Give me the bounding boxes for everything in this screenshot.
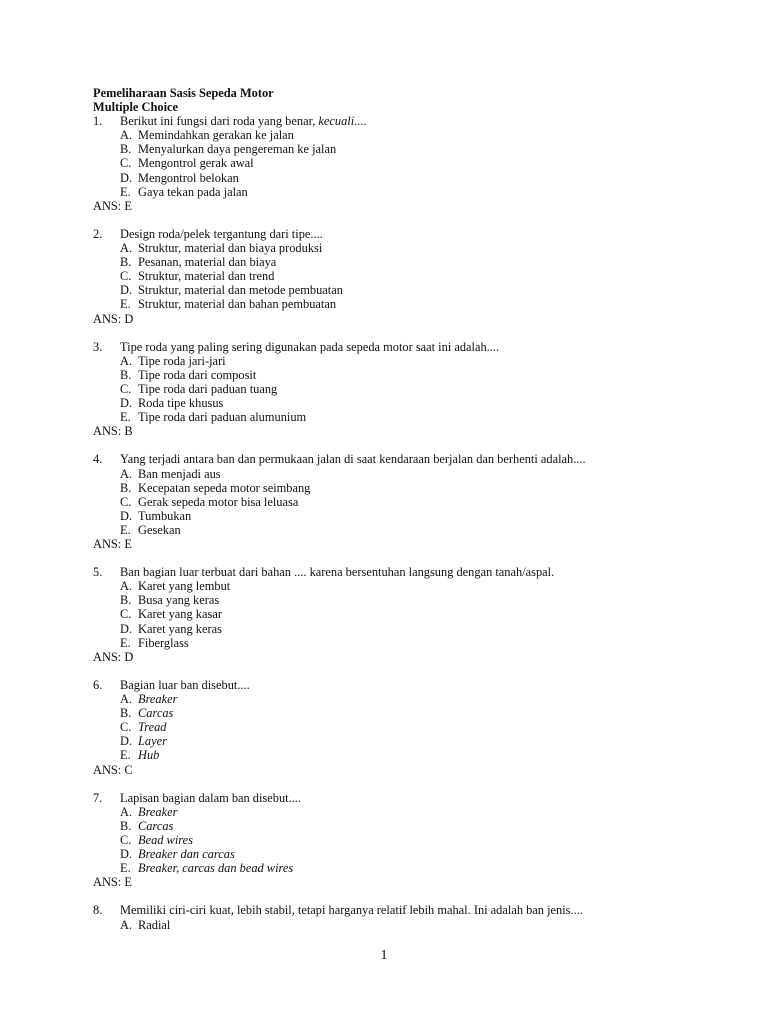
document-content: [93, 86, 693, 932]
option-text: Pesanan, material dan biaya: [138, 255, 277, 270]
option-label: D.: [120, 170, 133, 185]
option-text: Kecepatan sepeda motor seimbang: [138, 480, 311, 495]
answer-option: [93, 495, 693, 509]
answer-option: [93, 607, 693, 621]
option-label: A.: [120, 466, 133, 481]
page-number: 1: [380, 948, 388, 963]
answer-option: [93, 692, 693, 706]
option-text: Tipe roda dari composit: [138, 367, 257, 382]
question-4: [93, 452, 693, 466]
spacer: [93, 213, 693, 227]
option-text: Breaker: [138, 804, 178, 819]
option-text: Busa yang keras: [138, 593, 220, 608]
option-text: Mengontrol gerak awal: [138, 156, 254, 171]
spacer: [93, 889, 693, 903]
question-text: Bagian luar ban disebut....: [120, 677, 250, 692]
spacer: [93, 664, 693, 678]
option-label: D.: [120, 396, 133, 411]
option-text: Struktur, material dan bahan pembuatan: [138, 297, 337, 312]
option-label: E.: [120, 410, 131, 425]
answer-option: [93, 368, 693, 382]
answer-option: [93, 579, 693, 593]
question-text: Ban bagian luar terbuat dari bahan .... karena bersentuhan langsung dengan tanah/aspal.: [120, 565, 555, 580]
option-text: Roda tipe khusus: [138, 396, 224, 411]
answer-option: [93, 636, 693, 650]
answer-key: ANS: D: [93, 649, 134, 664]
answer-key: ANS: E: [93, 537, 132, 551]
option-label: E.: [120, 748, 131, 763]
answer-option: [93, 706, 693, 720]
option-label: B.: [120, 706, 132, 721]
option-text: Struktur, material dan biaya produksi: [138, 241, 323, 256]
question-text: Memiliki ciri-ciri kuat, lebih stabil, tetapi harganya relatif lebih mahal. Ini adalah ban jenis....: [120, 903, 583, 918]
option-label: E.: [120, 522, 131, 537]
question-5: [93, 565, 693, 579]
option-text: Karet yang keras: [138, 621, 222, 636]
answer-option: [93, 593, 693, 607]
answer-option: [93, 833, 693, 847]
option-text: Breaker, carcas dan bead wires: [138, 861, 294, 876]
option-label: A.: [120, 804, 133, 819]
option-label: E.: [120, 861, 131, 876]
answer-option: [93, 269, 693, 283]
question-number: 3.: [93, 339, 103, 354]
question-text: Berikut ini fungsi dari roda yang benar,: [120, 114, 319, 129]
answer-option: [93, 283, 693, 297]
answer-key: ANS: B: [93, 424, 133, 439]
question-text: Tipe roda yang paling sering digunakan pada sepeda motor saat ini adalah....: [120, 339, 500, 354]
question-1: [93, 114, 693, 128]
question-text-tail: ....: [354, 114, 367, 129]
option-label: B.: [120, 367, 132, 382]
option-text: Struktur, material dan trend: [138, 269, 275, 284]
option-text: Carcas: [138, 706, 174, 721]
answer-option: [93, 509, 693, 523]
option-text: Tumbukan: [138, 508, 192, 523]
answer-option: [93, 734, 693, 748]
spacer: [93, 438, 693, 452]
question-text: Design roda/pelek tergantung dari tipe....: [120, 226, 323, 241]
option-label: D.: [120, 283, 133, 298]
option-text: Gesekan: [138, 522, 181, 537]
spacer: [93, 777, 693, 791]
answer-option: [93, 171, 693, 185]
question-text: Yang terjadi antara ban dan permukaan jalan di saat kendaraan berjalan dan berhenti adalah....: [120, 452, 586, 467]
option-label: A.: [120, 353, 133, 368]
question-number: 1.: [93, 114, 103, 129]
question-number: 5.: [93, 565, 103, 580]
question-6: [93, 678, 693, 692]
option-text: Hub: [138, 748, 160, 763]
answer-option: [93, 382, 693, 396]
answer-option: [93, 297, 693, 311]
option-text: Gaya tekan pada jalan: [138, 184, 248, 199]
question-number: 2.: [93, 226, 103, 241]
option-label: B.: [120, 142, 132, 157]
document-title: Pemeliharaan Sasis Sepeda Motor: [93, 86, 274, 100]
option-text: Fiberglass: [138, 635, 189, 650]
question-number: 7.: [93, 790, 103, 805]
question-8: [93, 903, 693, 917]
question-7: [93, 791, 693, 805]
question-3: [93, 340, 693, 354]
option-label: D.: [120, 508, 133, 523]
answer-option: [93, 142, 693, 156]
option-label: D.: [120, 621, 133, 636]
question-2: [93, 227, 693, 241]
option-label: A.: [120, 128, 133, 143]
option-text: Layer: [138, 734, 167, 749]
option-label: C.: [120, 832, 132, 847]
option-label: E.: [120, 184, 131, 199]
option-label: C.: [120, 381, 132, 396]
answer-option: [93, 410, 693, 424]
option-label: C.: [120, 494, 132, 509]
option-text: Memindahkan gerakan ke jalan: [138, 128, 294, 143]
answer-option: [93, 354, 693, 368]
answer-option: [93, 748, 693, 762]
spacer: [93, 551, 693, 565]
question-number: 8.: [93, 903, 103, 918]
answer-key: ANS: E: [93, 875, 132, 890]
option-text: Mengontrol belokan: [138, 170, 239, 185]
answer-key: ANS: D: [93, 311, 134, 326]
answer-option: [93, 861, 693, 875]
option-text: Karet yang lembut: [138, 579, 231, 594]
document-subtitle: Multiple Choice: [93, 100, 179, 115]
option-text: Ban menjadi aus: [138, 466, 221, 481]
answer-option: [93, 523, 693, 537]
option-text: Breaker dan carcas: [138, 847, 235, 862]
answer-key: ANS: E: [93, 198, 132, 213]
option-label: B.: [120, 818, 132, 833]
answer-option: [93, 847, 693, 861]
answer-option: [93, 819, 693, 833]
option-text: Radial: [138, 917, 171, 932]
option-text: Breaker: [138, 692, 178, 707]
answer-option: [93, 720, 693, 734]
answer-option: [93, 156, 693, 170]
option-label: C.: [120, 156, 132, 171]
answer-option: [93, 185, 693, 199]
option-label: D.: [120, 734, 133, 749]
answer-option: [93, 255, 693, 269]
option-label: C.: [120, 607, 132, 622]
question-number: 6.: [93, 677, 103, 692]
question-text-emphasis: kecuali: [318, 114, 355, 129]
answer-option: [93, 396, 693, 410]
option-text: Menyalurkan daya pengereman ke jalan: [138, 142, 337, 157]
option-label: A.: [120, 917, 133, 932]
answer-option: [93, 481, 693, 495]
question-text: Lapisan bagian dalam ban disebut....: [120, 790, 301, 805]
option-text: Carcas: [138, 818, 174, 833]
option-label: A.: [120, 579, 133, 594]
option-label: E.: [120, 297, 131, 312]
option-text: Struktur, material dan metode pembuatan: [138, 283, 343, 298]
answer-option: [93, 918, 693, 932]
option-label: D.: [120, 847, 133, 862]
option-text: Tipe roda dari paduan alumunium: [138, 410, 307, 425]
option-text: Bead wires: [138, 832, 193, 847]
option-text: Tipe roda jari-jari: [138, 353, 226, 368]
answer-option: [93, 128, 693, 142]
answer-option: [93, 241, 693, 255]
option-text: Tipe roda dari paduan tuang: [138, 381, 278, 396]
answer-option: [93, 622, 693, 636]
option-label: A.: [120, 692, 133, 707]
option-label: B.: [120, 593, 132, 608]
option-text: Karet yang kasar: [138, 607, 222, 622]
option-label: C.: [120, 269, 132, 284]
answer-option: [93, 805, 693, 819]
spacer: [93, 326, 693, 340]
option-text: Gerak sepeda motor bisa leluasa: [138, 494, 299, 509]
question-list: [93, 114, 693, 931]
answer-option: [93, 467, 693, 481]
answer-key: ANS: C: [93, 762, 133, 777]
option-label: B.: [120, 480, 132, 495]
option-label: B.: [120, 255, 132, 270]
option-text: Tread: [138, 720, 167, 735]
option-label: A.: [120, 241, 133, 256]
option-label: C.: [120, 720, 132, 735]
option-label: E.: [120, 635, 131, 650]
question-number: 4.: [93, 452, 103, 467]
